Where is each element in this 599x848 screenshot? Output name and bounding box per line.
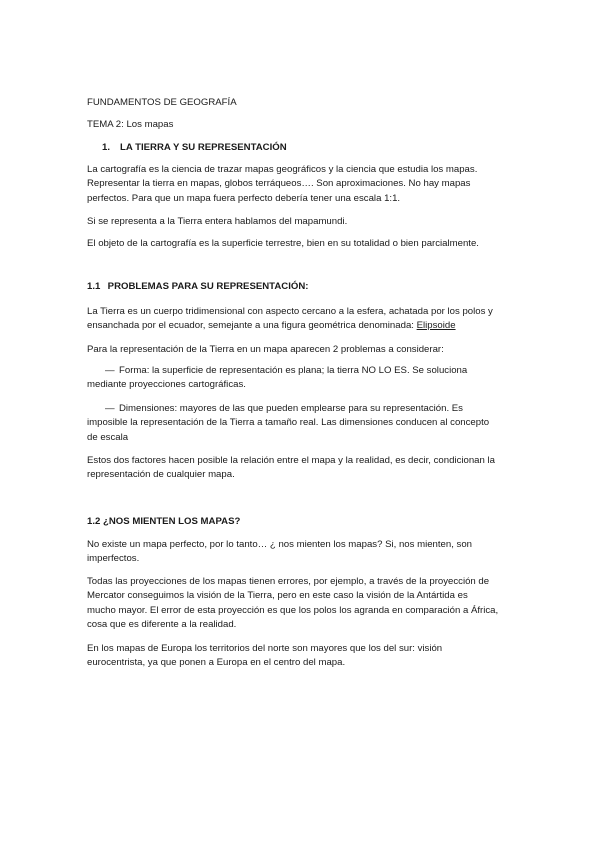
topic-title: TEMA 2: Los mapas [87, 119, 174, 130]
section-1-1-heading [87, 280, 519, 294]
section-1-2-paragraph-2 [87, 575, 519, 633]
text-line: cosa que es diferente a la realidad. [87, 619, 237, 631]
text-line: La cartografía es la ciencia de trazar mapas geográficos y la ciencia que estudia los mapas. [87, 164, 478, 175]
text-line: La Tierra es un cuerpo tridimensional con aspecto cercano a la esfera, achatada por los polos y [87, 306, 493, 317]
section-1-number: 1. [102, 142, 111, 153]
text-segment: ensanchada por el ecuador, semejante a una figura geométrica denominada: [87, 320, 417, 332]
text-line: imperfectos. [87, 553, 140, 565]
section-1-1-intro [87, 305, 519, 334]
text-line: Mercator conseguimos la visión de la Tierra, pero en este caso la visión de la Antártida es [87, 590, 468, 602]
bullet-forma [87, 364, 519, 393]
text-line: En los mapas de Europa los territorios del norte son mayores que los del sur: visión [87, 643, 443, 654]
text-line: mucho mayor. El error de esta proyección es que los polos los agranda en comparación a África, [87, 604, 499, 616]
text-line: eurocentrista, ya que ponen a Europa en el centro del mapa. [87, 657, 346, 669]
section-1-paragraph-3 [87, 237, 519, 251]
text-line: El objeto de la cartografía es la superficie terrestre, bien en su totalidad o bien parcialmente. [87, 238, 479, 249]
dash-bullet-icon: — [105, 403, 115, 414]
elipsoide-link[interactable]: Elipsoide [416, 320, 456, 332]
text-line: mediante proyecciones cartográficas. [87, 379, 246, 391]
text-line: Para la representación de la Tierra en un mapa aparecen 2 problemas a considerar: [87, 344, 444, 355]
course-title: FUNDAMENTOS DE GEOGRAFÍA [87, 97, 237, 108]
section-1-2-title: ¿NOS MIENTEN LOS MAPAS? [103, 516, 241, 527]
text-line [87, 364, 519, 378]
section-1-paragraph-2 [87, 215, 519, 229]
dash-bullet-icon: — [105, 365, 115, 376]
text-line: Representar la tierra en mapas, globos terráqueos…. Son aproximaciones. No hay mapas [87, 178, 471, 190]
text-line: No existe un mapa perfecto, por lo tanto… ¿ nos mienten los mapas? Si, nos mienten, son [87, 539, 473, 550]
text-line: Si se representa a la Tierra entera hablamos del mapamundi. [87, 216, 348, 227]
text-line: Todas las proyecciones de los mapas tienen errores, por ejemplo, a través de la proyección de [87, 576, 490, 587]
bullet-dimensiones [87, 402, 519, 445]
section-1-1-number: 1.1 [87, 281, 101, 292]
text-line: perfectos. Para que un mapa fuera perfecto debería tener una escala 1:1. [87, 192, 401, 204]
section-1-2-heading [87, 515, 519, 529]
text-line: Estos dos factores hacen posible la relación entre el mapa y la realidad, es decir, condicionan la [87, 455, 495, 466]
problems-intro [87, 343, 519, 357]
section-1-1-conclusion [87, 454, 519, 483]
text-line [87, 319, 519, 333]
section-1-heading [102, 141, 534, 155]
text-line: representación de cualquier mapa. [87, 469, 235, 481]
section-1-paragraph-1 [87, 163, 519, 206]
section-1-2-number: 1.2 [87, 516, 101, 527]
section-1-title: LA TIERRA Y SU REPRESENTACIÓN [120, 142, 287, 153]
text-line: imposible la representación de la Tierra a tamaño real. Las dimensiones conducen al concepto [87, 417, 490, 429]
text-segment: Dimensiones: mayores de las que pueden emplearse para su representación. Es [119, 403, 463, 414]
text-segment: Forma: la superficie de representación es plana; la tierra NO LO ES. Se soluciona [119, 365, 468, 376]
text-line [87, 402, 519, 416]
section-1-1-title: PROBLEMAS PARA SU REPRESENTACIÓN: [107, 281, 309, 292]
section-1-2-paragraph-1 [87, 538, 519, 567]
text-line: de escala [87, 431, 129, 443]
section-1-2-paragraph-3 [87, 642, 519, 671]
